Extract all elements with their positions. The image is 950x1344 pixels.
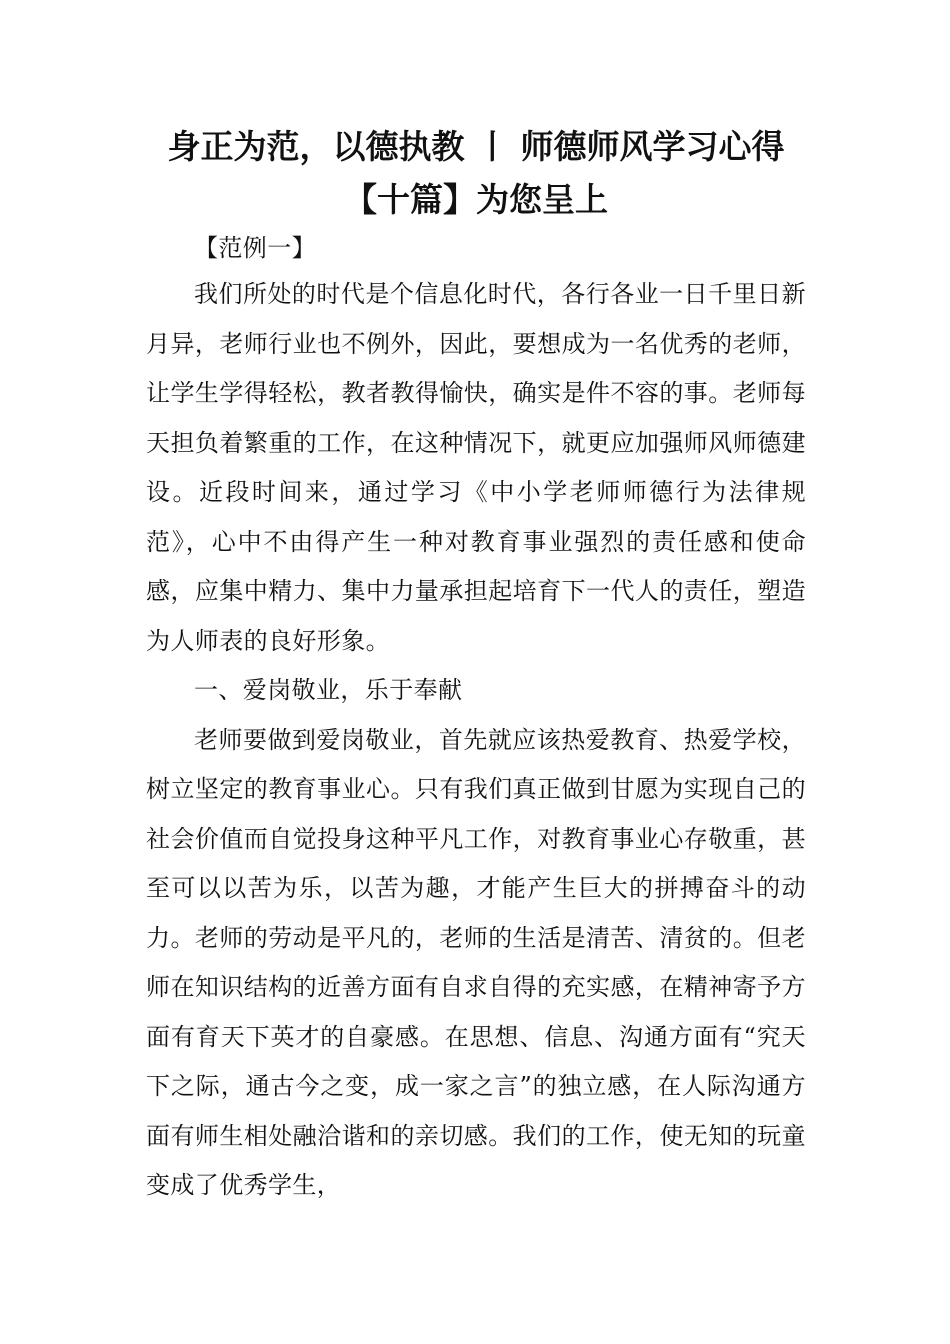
section-heading-1: 一、爱岗敬业，乐于奉献 [194, 676, 463, 704]
section-label: 【范例一】 [194, 234, 316, 262]
paragraph-1: 我们所处的时代是个信息化时代，各行各业一日千里日新月异，老师行业也不例外，因此，要想成为一名优秀的老师，让学生学得轻松，教者教得愉快，确实是件不容的事。老师每天担负着繁重的工作，在这种情况下，就更应加强师风师德建设。近段时间来，通过学习《中小学老师师德行为法律规范》，心中不由得产生一种对教育事业强烈的责任感和使命感，应集中精力、集中力量承担起培育下一代人的责任，塑造为人师表的良好形象。 [146, 280, 806, 655]
document-title [146, 120, 806, 226]
paragraph-2: 老师要做到爱岗敬业，首先就应该热爱教育、热爱学校，树立坚定的教育事业心。只有我们真正做到甘愿为实现自己的社会价值而自觉投身这种平凡工作，对教育事业心存敬重，甚至可以以苦为乐，以苦为趣，才能产生巨大的拼搏奋斗的动力。老师的劳动是平凡的，老师的生活是清苦、清贫的。但老师在知识结构的近善方面有自求自得的充实感，在精神寄予方面有育天下英才的自豪感。在思想、信息、沟通方面有“究天下之际，通古今之变，成一家之言”的独立感，在人际沟通方面有师生相处融洽谐和的亲切感。我们的工作，使无知的玩童变成了优秀学生， [146, 725, 806, 1199]
document-page [146, 120, 806, 1211]
title-line-2: 【十篇】为您呈上 [344, 180, 608, 219]
title-line-1: 身正为范，以德执教 丨 师德师风学习心得 [167, 127, 785, 166]
